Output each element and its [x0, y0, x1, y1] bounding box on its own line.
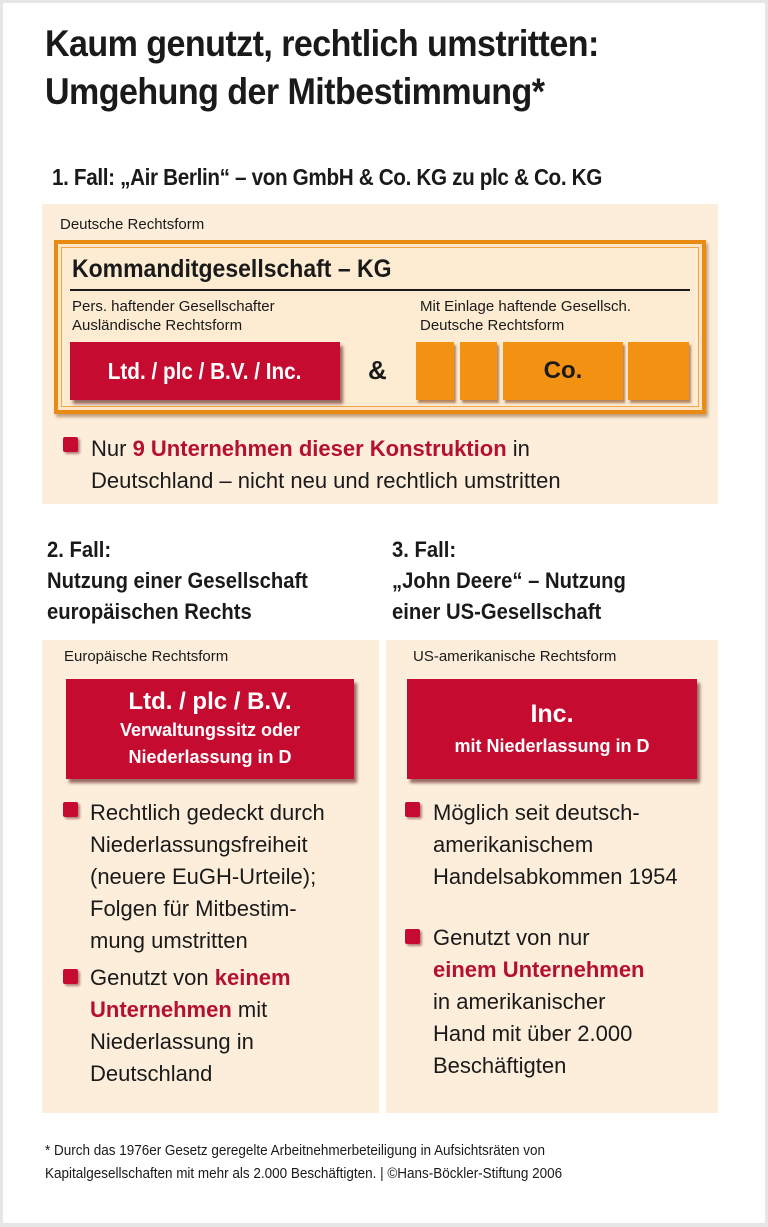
left-caption: [72, 297, 275, 335]
bullet-icon: [63, 969, 78, 984]
orange-box-1: [416, 342, 454, 400]
case2-heading: 2. Fall: Nutzung einer Gesellschaft europäischen Rechts: [47, 537, 308, 624]
case1-bullet-text: Nur 9 Unternehmen dieser Konstruktion in Deutschland – nicht neu und rechtlich umstritten: [91, 436, 561, 493]
case1-heading: 1. Fall: „Air Berlin“ – von GmbH & Co. KG zu plc & Co. KG: [52, 164, 602, 190]
case3-panel-label: US-amerikanische Rechtsform: [413, 648, 617, 665]
bullet-icon: [63, 802, 78, 817]
co-label: Co.: [543, 357, 583, 384]
footnote: * Durch das 1976er Gesetz geregelte Arbeitnehmerbeteiligung in Aufsichtsräten von Kapitalgesellschaften mit mehr als 2.000 Beschäftigten. | ©Hans-Böckler-Stiftung 2006: [45, 1140, 562, 1186]
page-title: [45, 20, 599, 116]
left-caption-line-2: Ausländische Rechtsform: [72, 317, 243, 334]
kg-title: Kommanditgesellschaft – KG: [72, 255, 392, 283]
orange-box-co: [503, 342, 623, 400]
case3-heading: 3. Fall: „John Deere“ – Nutzung einer US-Gesellschaft: [392, 537, 626, 624]
right-caption: [420, 297, 631, 335]
case3-bullet2-text: Genutzt von nur einem Unternehmen in amerikanischer Hand mit über 2.000 Beschäftigten: [433, 925, 645, 1078]
left-caption-line-1: Pers. haftender Gesellschafter: [72, 298, 275, 315]
orange-box-4: [628, 342, 689, 400]
case1-highlight: 9 Unternehmen dieser Konstruktion: [132, 436, 507, 461]
right-caption-line-1: Mit Einlage haftende Gesellsch.: [420, 298, 631, 315]
right-caption-line-2: Deutsche Rechtsform: [420, 317, 565, 334]
us-form-title: Inc.: [530, 700, 574, 728]
european-form-box: Ltd. / plc / B.V. Verwaltungssitz oder Niederlassung in D: [66, 679, 354, 779]
case3-highlight: einem Unternehmen: [433, 957, 645, 982]
copyright-line: Kapitalgesellschaften mit mehr als 2.000 Beschäftigten. | ©Hans-Böckler-Stiftung 2006: [45, 1166, 563, 1182]
european-form-title: Ltd. / plc / B.V.: [128, 688, 292, 715]
ampersand: &: [368, 355, 387, 385]
case2-highlight-1: keinem: [214, 965, 291, 990]
title-line-2: Umgehung der Mitbestimmung*: [45, 71, 545, 112]
bullet-icon: [405, 929, 420, 944]
foreign-partner-box: [70, 342, 340, 400]
case2-panel-label: Europäische Rechtsform: [64, 648, 229, 665]
case2-bullet2-text: Genutzt von keinem Unternehmen mit Niederlassung in Deutschland: [90, 965, 291, 1086]
case2-highlight-2: Unternehmen: [90, 997, 232, 1022]
bullet-icon: [63, 437, 78, 452]
us-form-box: Inc. mit Niederlassung in D: [407, 679, 697, 779]
title-line-1: Kaum genutzt, rechtlich umstritten:: [45, 23, 599, 64]
foreign-partner-label: Ltd. / plc / B.V. / Inc.: [108, 357, 302, 384]
case2-bullet1-text: Rechtlich gedeckt durch Niederlassungsfreiheit (neuere EuGH-Urteile); Folgen für Mitbestim- mung umstritten: [90, 800, 325, 953]
bullet-icon: [405, 802, 420, 817]
case1-panel-label: Deutsche Rechtsform: [60, 216, 205, 233]
orange-box-2: [460, 342, 497, 400]
case3-bullet1-text: Möglich seit deutsch- amerikanischem Handelsabkommen 1954: [433, 800, 678, 889]
kg-title-rule: [70, 289, 690, 291]
